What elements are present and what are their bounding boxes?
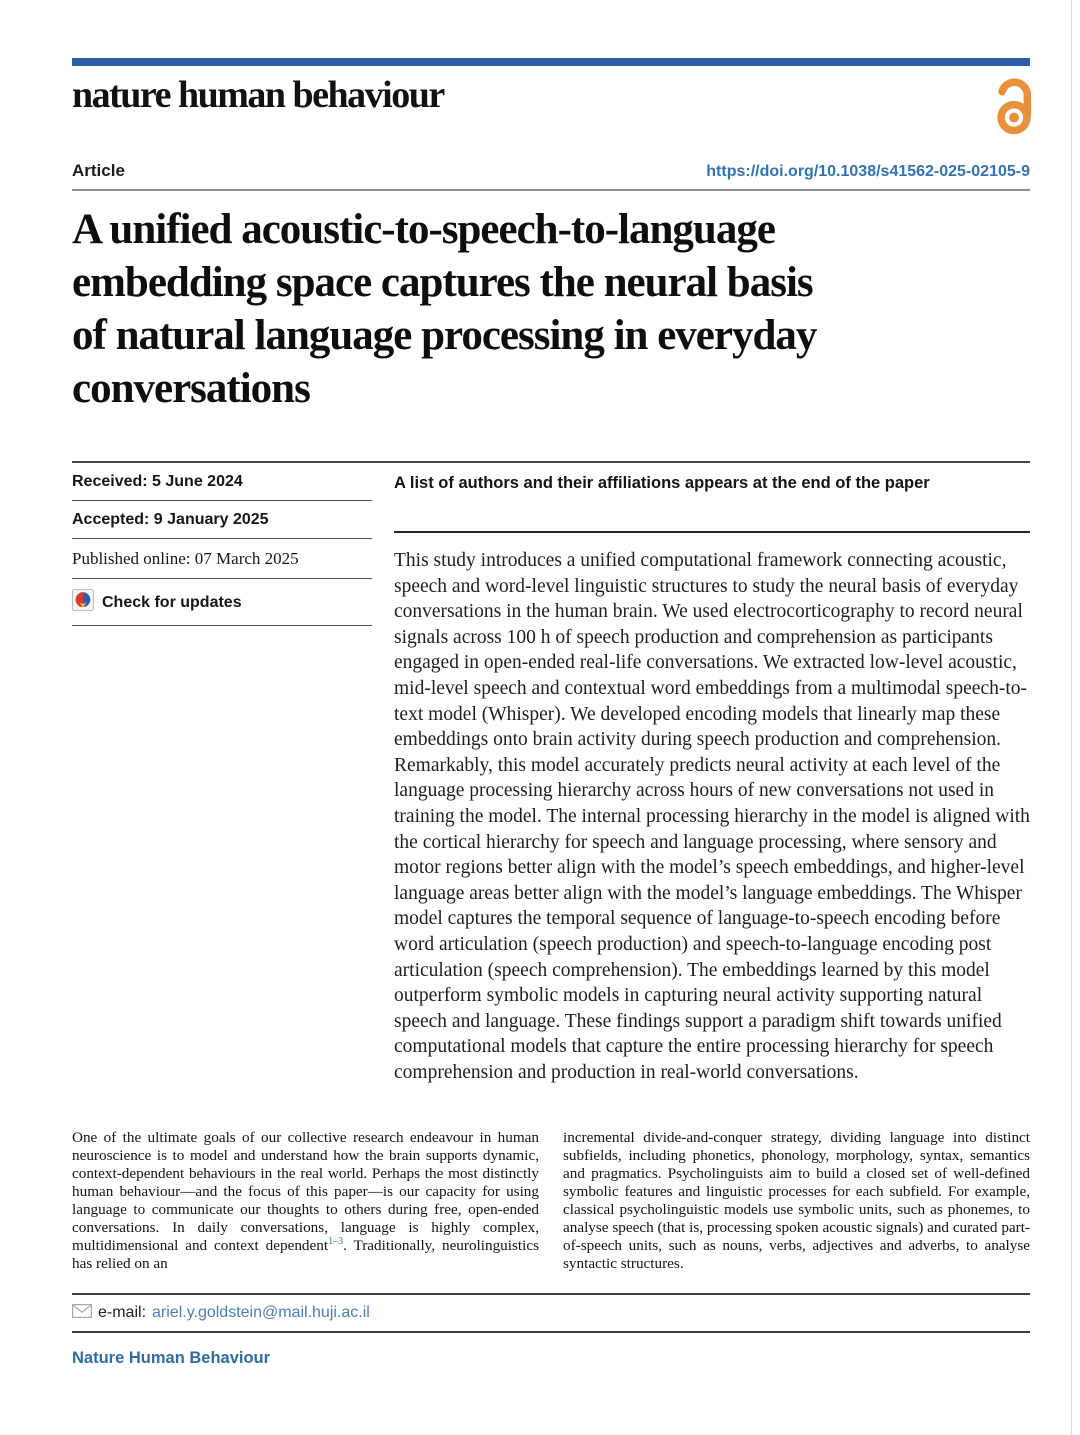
title-line: conversations <box>72 365 310 412</box>
page-title <box>72 203 1030 415</box>
article-type-label: Article <box>72 161 125 180</box>
open-access-icon <box>990 75 1038 142</box>
body-column-right: incremental divide-and-conquer strategy, dividing language into distinct subfields, including phonetics, phonology, morphology, syntax, semantics and pragmatics. Psycholinguists aim to build a closed set of well-defined symbolic features and linguistic processes for each subfield. For example, classical psycholinguistic models use symbolic units, such as phonemes, to analyse speech (that is, processing spoken acoustic signals) and curated part-of-speech units, such as nouns, verbs, adjectives and adverbs, to analyse syntactic structures. <box>563 1129 1030 1272</box>
email-link[interactable]: ariel.y.goldstein@mail.huji.ac.il <box>152 1304 370 1322</box>
title-line: embedding space captures the neural basis <box>72 259 813 306</box>
title-line: A unified acoustic-to-speech-to-language <box>72 206 775 253</box>
email-label: e-mail: <box>98 1304 147 1322</box>
check-for-updates-label: Check for updates <box>102 593 242 611</box>
body-text <box>72 1129 1030 1272</box>
title-line: of natural language processing in everyday <box>72 312 817 359</box>
journal-brand-bar <box>72 58 1030 66</box>
journal-footer-name: Nature Human Behaviour <box>72 1348 271 1367</box>
body-paragraph-start: One of the ultimate goals of our collective research endeavour in human neuroscience is to model and understand how the brain supports dynamic, context-dependent behaviours in the real world. Perhaps the most distinctly human behaviour—and the focus of this paper—is our capacity for using language to communicate our thoughts to others during free, open-ended conversations. In daily conversations, language is highly complex, multidimensional and context dependent <box>72 1129 539 1254</box>
journal-header <box>72 75 1030 137</box>
body-column-left <box>72 1129 539 1272</box>
body-paragraph-continued: . Traditionally, neurolinguistics has relied on an <box>72 1236 539 1272</box>
envelope-icon <box>72 1304 92 1323</box>
doi-link[interactable]: https://doi.org/10.1038/s41562-025-02105-9 <box>706 163 1030 180</box>
header-divider <box>72 189 1030 191</box>
history-panel <box>72 463 372 1085</box>
citation-ref[interactable]: 1–3 <box>328 1235 344 1247</box>
footer-divider-bottom <box>72 1331 1030 1333</box>
article-meta-row <box>72 161 1030 181</box>
received-date: Received: 5 June 2024 <box>72 463 372 501</box>
published-date: Published online: 07 March 2025 <box>72 539 372 579</box>
check-for-updates-button[interactable] <box>72 579 372 626</box>
authors-note: A list of authors and their affiliations appears at the end of the paper <box>394 463 1030 533</box>
accepted-date: Accepted: 9 January 2025 <box>72 501 372 539</box>
crossmark-icon <box>72 589 94 616</box>
journal-logo: nature human behaviour <box>72 74 444 116</box>
abstract-text: This study introduces a unified computational framework connecting acoustic, speech and word-level linguistic structures to study the neural basis of everyday conversations in the human brain. We used electrocorticography to record neural signals across 100 h of speech production and comprehension as participants engaged in open-ended real-life conversations. We extracted low-level acoustic, mid-level speech and contextual word embeddings from a multimodal speech-to-text model (Whisper). We developed encoding models that linearly map these embeddings onto brain activity during speech production and comprehension. Remarkably, this model accurately predicts neural activity at each level of the language processing hierarchy across hours of new conversations not used in training the model. The internal processing hierarchy in the model is aligned with the cortical hierarchy for speech and language processing, where sensory and motor regions better align with the model’s speech embeddings, and higher-level language areas better align with the model’s language embeddings. The Whisper model captures the temporal sequence of language-to-speech encoding before word articulation (speech production) and speech-to-language encoding post articulation (speech comprehension). The embeddings learned by this model outperform symbolic models in capturing neural activity supporting natural speech and language. These findings support a paradigm shift towards unified computational models that capture the entire processing hierarchy for speech comprehension and production in real-world conversations. <box>394 550 1030 1083</box>
correspondence-row <box>72 1295 1030 1331</box>
